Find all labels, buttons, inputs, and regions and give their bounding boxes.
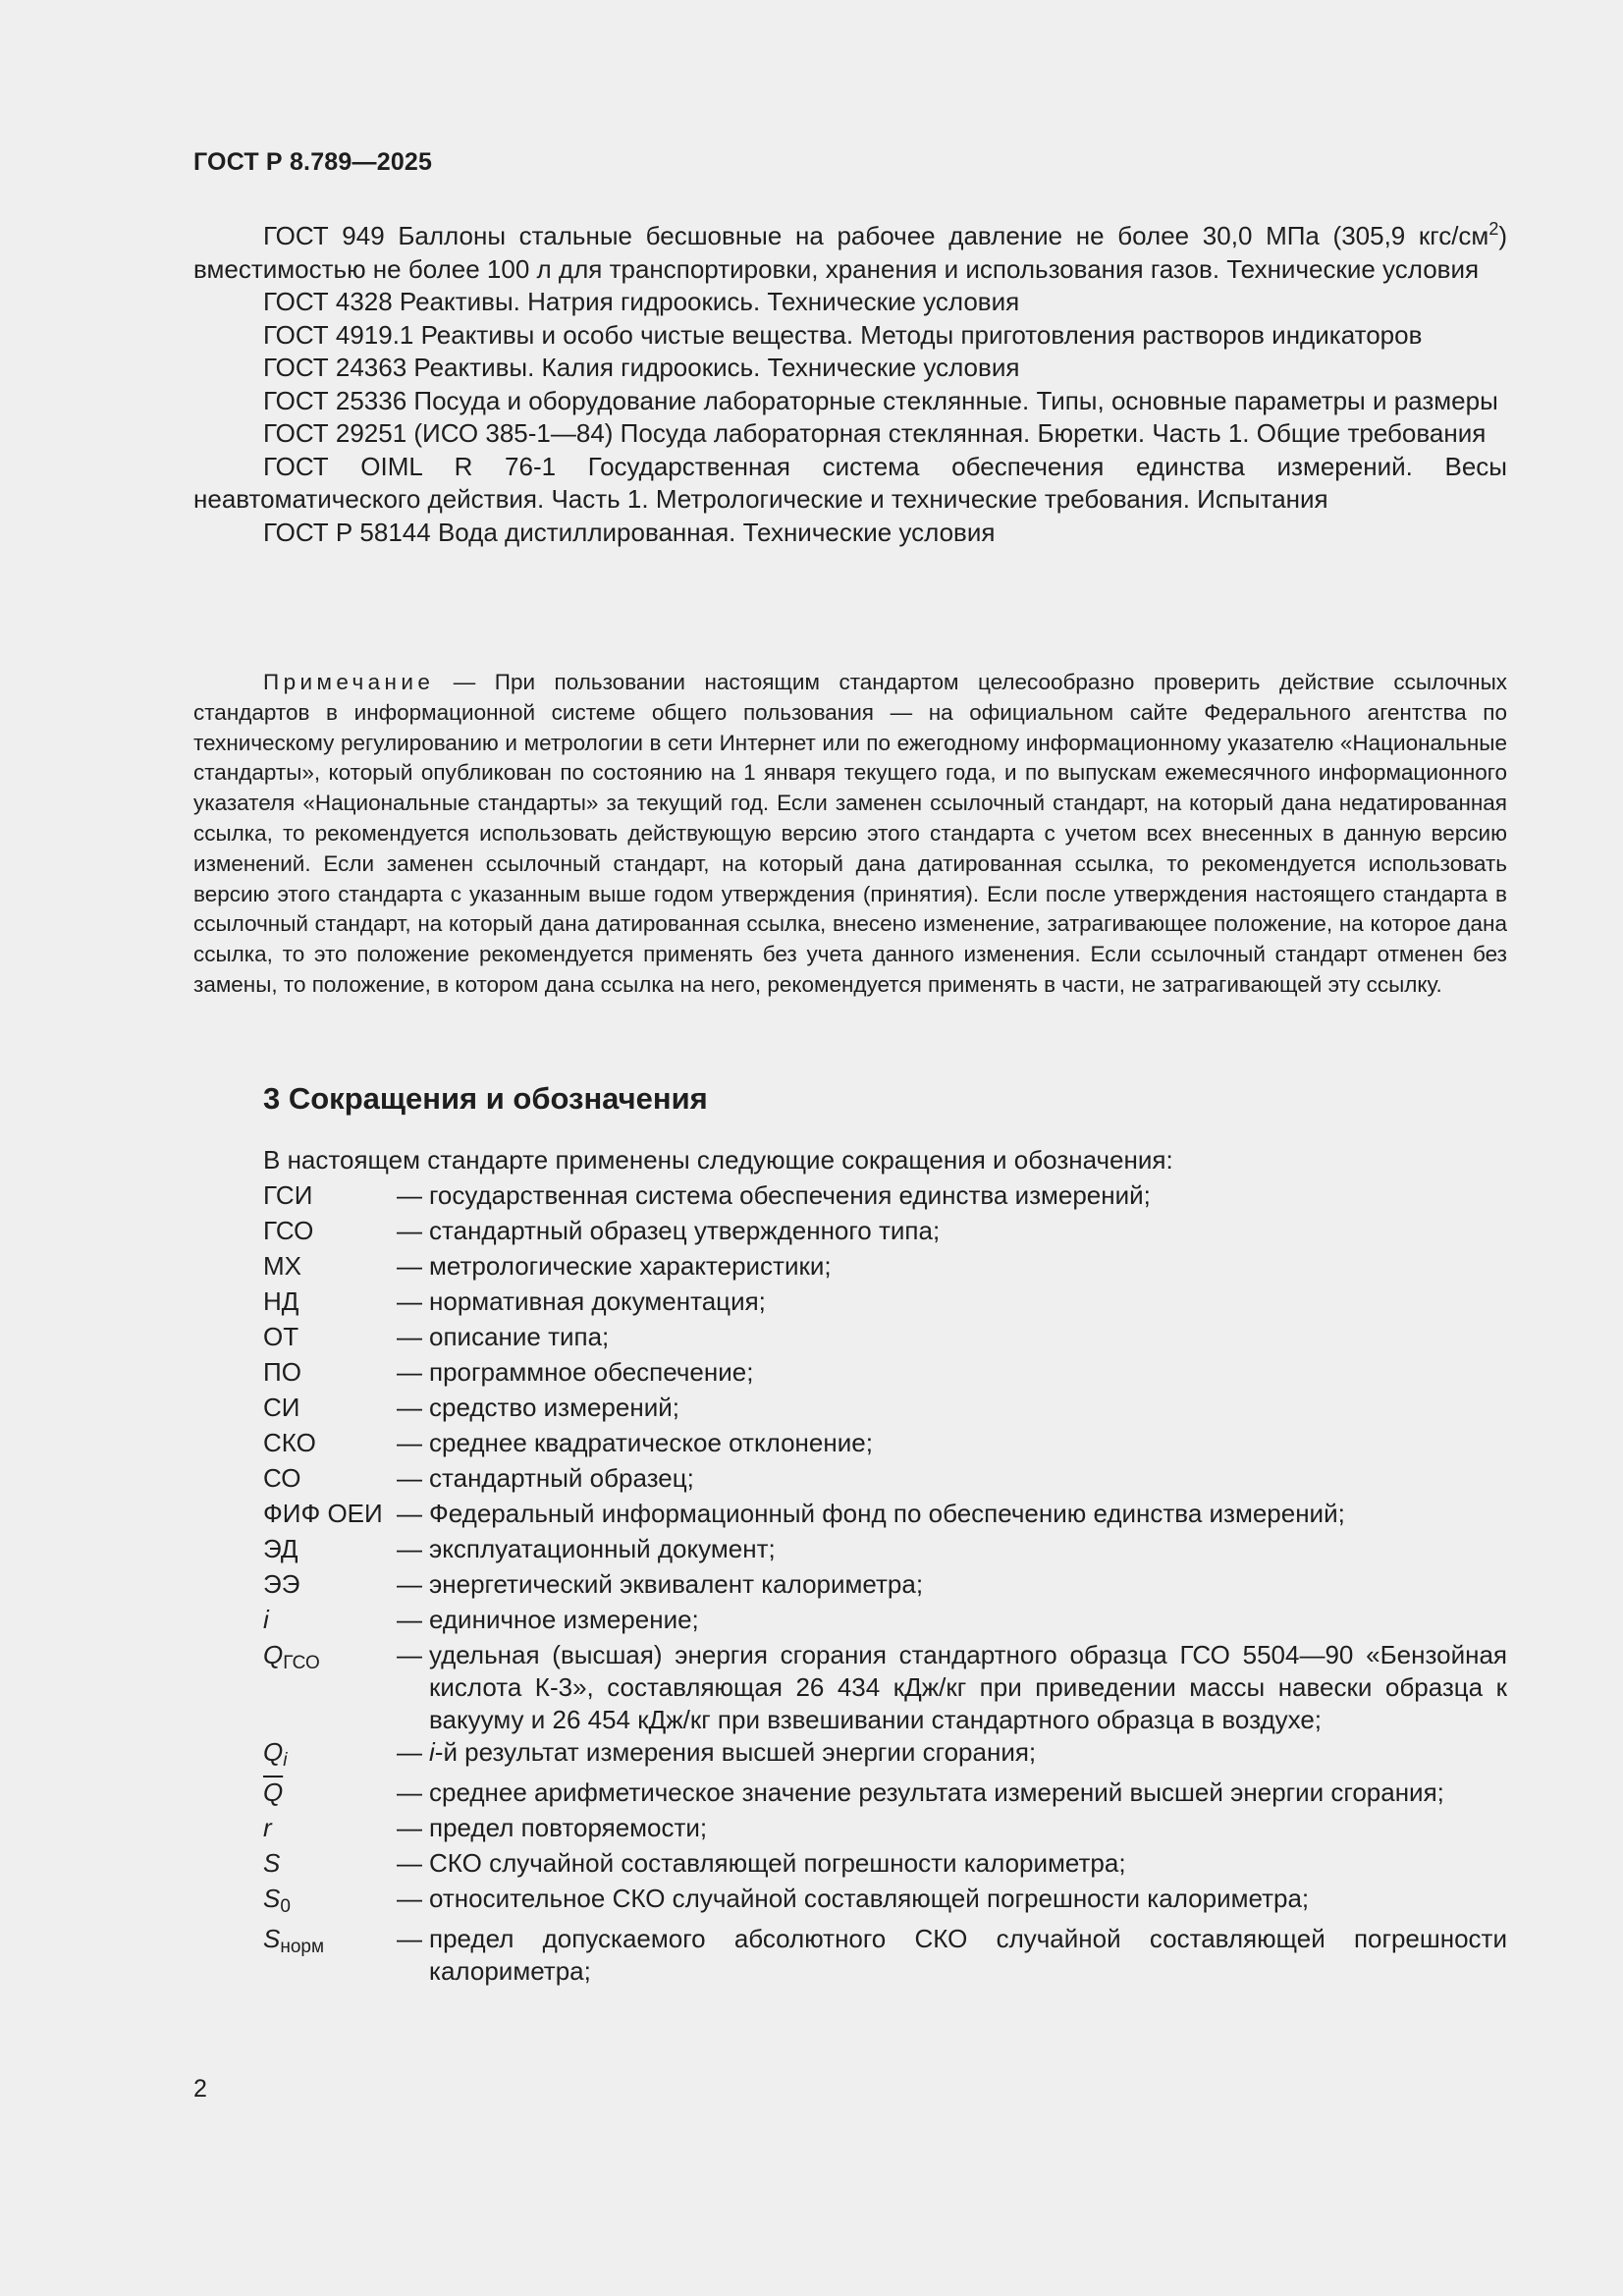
symbol-term: r — [263, 1813, 272, 1842]
abbreviation-row — [263, 1736, 1507, 1777]
dash: — — [397, 1737, 422, 1767]
abbreviation-row — [263, 1923, 1507, 1988]
symbol-definition: СКО случайной составляющей погрешности калориметра; — [429, 1848, 1126, 1878]
dash: — — [397, 1251, 422, 1281]
symbol-term: i — [263, 1605, 269, 1634]
abbreviation-row — [263, 1812, 1507, 1847]
abbreviation-term: СИ — [263, 1393, 300, 1422]
subscript: норм — [280, 1937, 325, 1957]
reference-item: ГОСТ 949 Баллоны стальные бесшовные на рабочее давление не более 30,0 МПа (305,9 кгс/$см^2$) вместимостью не более 100 л для транспортировки, хранения и использования газов. Технические условия — [193, 219, 1507, 284]
abbreviation-term: ПО — [263, 1357, 301, 1387]
abbreviation-definition: нормативная документация; — [429, 1286, 766, 1316]
reference-item: ГОСТ 29251 (ИСО 385-1—84) Посуда лабораторная стеклянная. Бюретки. Часть 1. Общие требования — [263, 418, 1487, 448]
abbreviation-definition: среднее квадратическое отклонение; — [429, 1428, 873, 1457]
note-text: При пользовании настоящим стандартом целесообразно проверить действие ссылочных стандартов в информационной системе общего пользования — на официальном сайте Федерального агентства по техническому регулированию и метрологии в сети Интернет или по ежегодному информационному указателю «Национальные стандарты», который опубликован по состоянию на 1 января текущего года, и по выпускам ежемесячного информационного указателя «Национальные стандарты» за текущий год. Если заменен ссылочный стандарт, на который дана недатированная ссылка, то рекомендуется использовать действующую версию этого стандарта с учетом всех внесенных в данную версию изменений. Если заменен ссылочный стандарт, на который дана датированная ссылка, то рекомендуется использовать версию этого стандарта с указанным выше годом утверждения (принятия). Если после утверждения настоящего стандарта в ссылочный стандарт, на который дана датированная ссылка, внесено изменение, затрагивающее положение, на которое дана ссылка, то это положение рекомендуется применять без учета данного изменения. Если ссылочный стандарт отменен без замены, то положение, в котором дана ссылка на него, рекомендуется применять в части, не затрагивающей эту ссылку. — [193, 670, 1507, 997]
superscript: 2 — [1488, 219, 1499, 239]
dash: — — [397, 1322, 422, 1351]
reference-item: ГОСТ Р 58144 Вода дистиллированная. Технические условия — [263, 517, 996, 547]
abbreviation-definition: энергетический эквивалент калориметра; — [429, 1569, 924, 1599]
abbreviation-term: МХ — [263, 1251, 301, 1281]
symbol-definition: i-й результат измерения высшей энергии сгорания; — [429, 1737, 1037, 1767]
page-number: 2 — [193, 2075, 207, 2103]
abbreviation-definition: средство измерений; — [429, 1393, 679, 1422]
dash: — — [397, 1884, 422, 1913]
dash: — — [397, 1393, 422, 1422]
abbreviation-row — [263, 1215, 1507, 1250]
abbreviation-row — [263, 1356, 1507, 1392]
abbreviation-term: ГСИ — [263, 1180, 313, 1210]
note-label: Примечание — [263, 670, 435, 694]
abbreviation-row — [263, 1604, 1507, 1639]
abbreviation-definition: эксплуатационный документ; — [429, 1534, 776, 1563]
reference-item: ГОСТ 4919.1 Реактивы и особо чистые вещества. Методы приготовления растворов индикаторов — [263, 319, 1423, 350]
dash: — — [397, 1534, 422, 1563]
section-heading: 3 Сокращения и обозначения — [263, 1081, 708, 1116]
subscript: 0 — [280, 1896, 291, 1917]
symbol-term: $S_0$ — [263, 1884, 291, 1917]
abbreviation-term: ОТ — [263, 1322, 299, 1351]
dash: — — [397, 1180, 422, 1210]
subscript: i — [283, 1750, 288, 1771]
reference-item: ГОСТ OIML R 76-1 Государственная система обеспечения единства измерений. Весы неавтоматического действия. Часть 1. Метрологические и технические требования. Испытания — [193, 451, 1507, 514]
dash: — — [397, 1428, 422, 1457]
dash: — — [397, 1640, 422, 1669]
abbreviation-term: НД — [263, 1286, 299, 1316]
reference-item: ГОСТ 24363 Реактивы. Калия гидроокись. Технические условия — [263, 353, 1020, 382]
symbol-definition: предел допускаемого абсолютного СКО случайной составляющей погрешности калориметра; — [429, 1924, 1507, 1986]
abbreviation-row — [263, 1883, 1507, 1923]
symbol-definition: предел повторяемости; — [429, 1813, 708, 1842]
dash: — — [397, 1463, 422, 1493]
abbreviation-term: ФИФ ОЕИ — [263, 1499, 383, 1528]
dash: — — [397, 1569, 422, 1599]
abbreviation-term: СО — [263, 1463, 301, 1493]
symbol-term: $\overline{Q}$ — [263, 1777, 284, 1807]
abbreviation-row — [263, 1321, 1507, 1356]
abbreviation-row — [263, 1639, 1507, 1736]
reference-item: ГОСТ 4328 Реактивы. Натрия гидроокись. Технические условия — [263, 287, 1020, 316]
dash: — — [397, 1777, 422, 1807]
dash: — — [397, 1216, 422, 1245]
subscript: ГСО — [283, 1653, 320, 1673]
symbol-term: S — [263, 1848, 281, 1878]
symbol-definition: удельная (высшая) энергия сгорания стандартного образца ГСО 5504—90 «Бензойная кислота К-3», составляющая 26 434 кДж/кг при приведении массы навески образца к вакууму и 26 454 кДж/кг при взвешивании стандартного образца в воздухе; — [429, 1640, 1507, 1734]
document-header: ГОСТ Р 8.789—2025 — [193, 148, 433, 176]
abbreviation-definition: государственная система обеспечения единства измерений; — [429, 1180, 1151, 1210]
abbreviation-row — [263, 1462, 1507, 1498]
abbreviation-term: ЭЭ — [263, 1569, 300, 1599]
dash: — — [397, 1605, 422, 1634]
symbol-definition: среднее арифметическое значение результата измерений высшей энергии сгорания; — [429, 1777, 1444, 1807]
note-dash: — — [434, 670, 495, 694]
symbol-definition: единичное измерение; — [429, 1605, 699, 1634]
abbreviation-row — [263, 1285, 1507, 1321]
section-intro: В настоящем стандарте применены следующие сокращения и обозначения: — [263, 1145, 1173, 1175]
abbreviation-row — [263, 1498, 1507, 1533]
reference-item: ГОСТ 25336 Посуда и оборудование лабораторные стеклянные. Типы, основные параметры и размеры — [263, 385, 1498, 415]
abbreviation-definition: Федеральный информационный фонд по обеспечению единства измерений; — [429, 1499, 1345, 1528]
abbreviation-row — [263, 1392, 1507, 1427]
normative-references — [193, 220, 1507, 549]
abbreviations-list — [263, 1179, 1507, 1988]
dash: — — [397, 1848, 422, 1878]
symbol-term: $S_{норм}$ — [263, 1924, 325, 1957]
abbreviation-row — [263, 1533, 1507, 1568]
abbreviation-definition: описание типа; — [429, 1322, 610, 1351]
abbreviation-row — [263, 1250, 1507, 1285]
abbreviation-definition: программное обеспечение; — [429, 1357, 754, 1387]
symbol-term: $Q_i$ — [263, 1737, 288, 1771]
abbreviation-term: СКО — [263, 1428, 316, 1457]
abbreviation-row — [263, 1179, 1507, 1215]
abbreviation-row — [263, 1777, 1507, 1812]
dash: — — [397, 1357, 422, 1387]
dash: — — [397, 1924, 422, 1953]
abbreviation-term: ГСО — [263, 1216, 314, 1245]
symbol-term: $Q_{ГСО}$ — [263, 1640, 320, 1673]
note-block — [193, 668, 1507, 1001]
abbreviation-row — [263, 1427, 1507, 1462]
dash: — — [397, 1813, 422, 1842]
abbreviation-definition: метрологические характеристики; — [429, 1251, 832, 1281]
abbreviation-definition: стандартный образец; — [429, 1463, 694, 1493]
abbreviation-term: ЭД — [263, 1534, 298, 1563]
dash: — — [397, 1286, 422, 1316]
abbreviation-row — [263, 1568, 1507, 1604]
symbol-definition: относительное СКО случайной составляющей погрешности калориметра; — [429, 1884, 1310, 1913]
abbreviation-definition: стандартный образец утвержденного типа; — [429, 1216, 941, 1245]
abbreviation-row — [263, 1847, 1507, 1883]
dash: — — [397, 1499, 422, 1528]
